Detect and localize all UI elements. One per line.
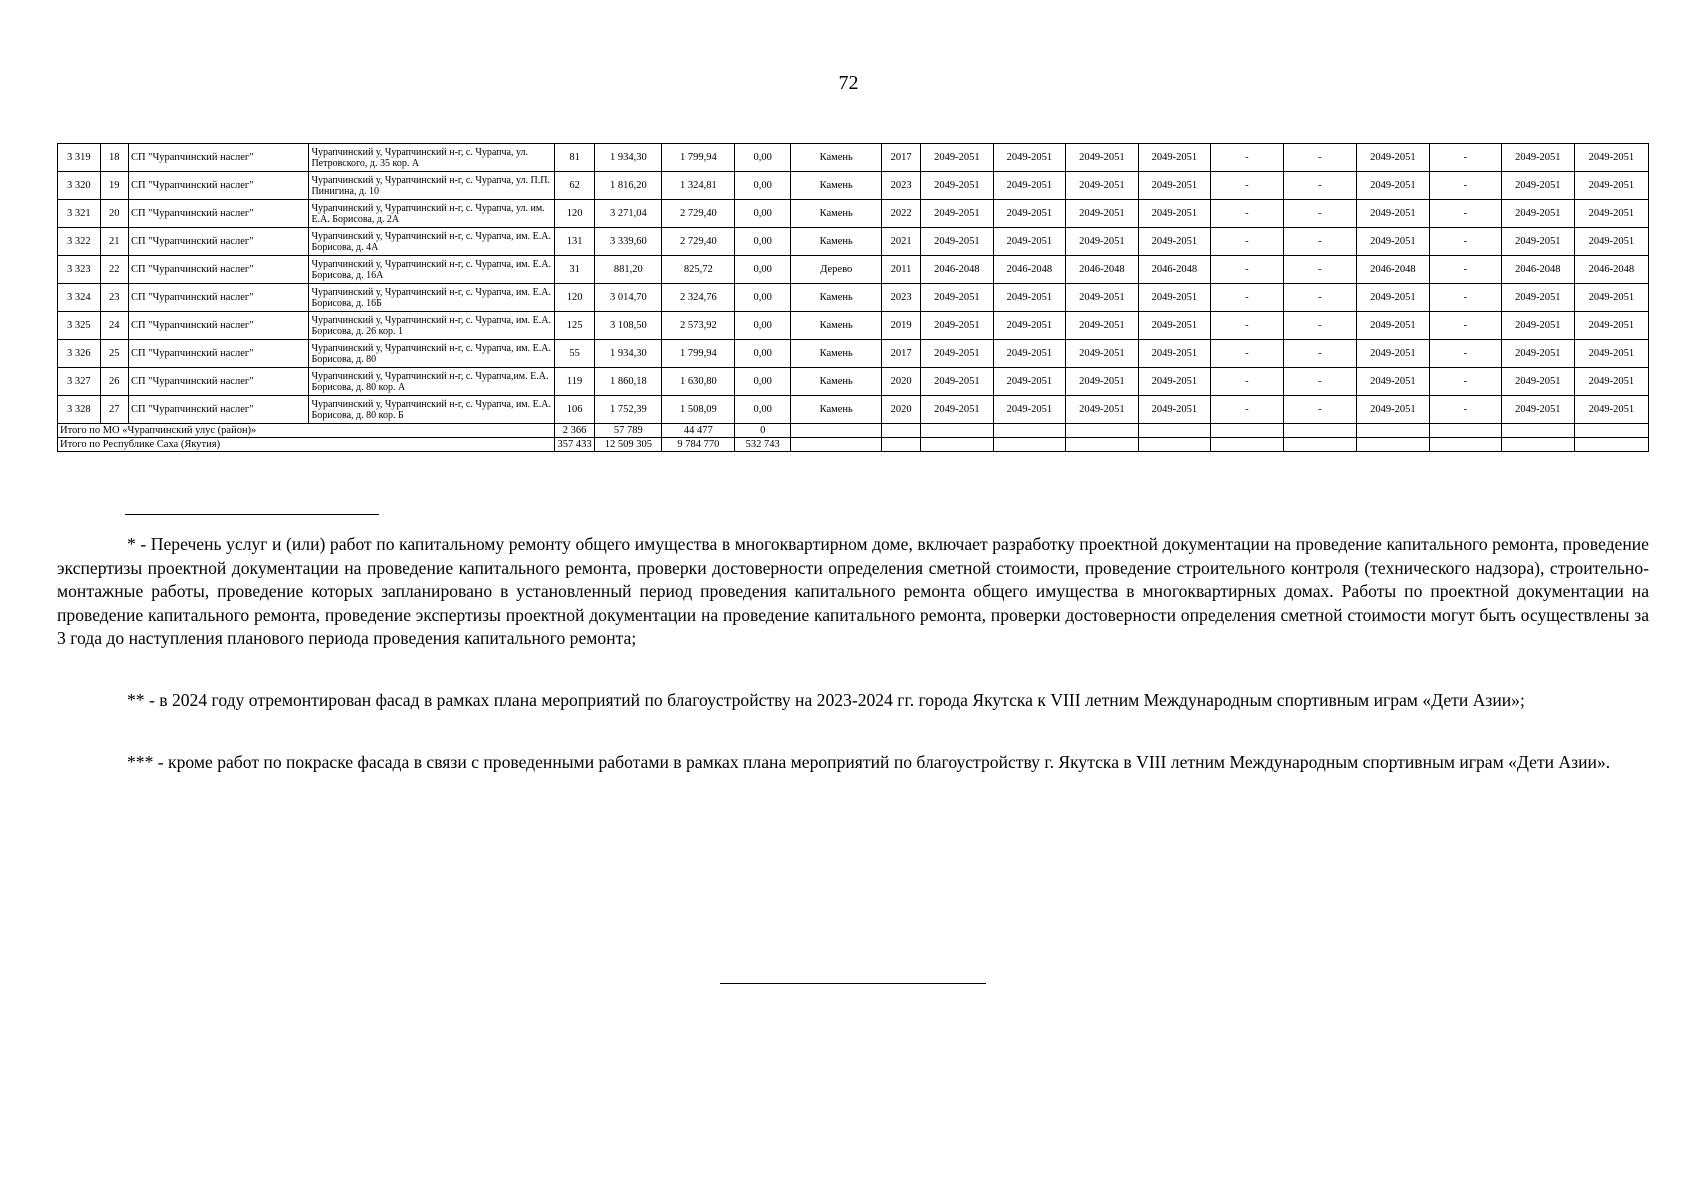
cell-period-2: 2049-2051 [993, 284, 1065, 312]
cell-period-7: 2049-2051 [1356, 144, 1429, 172]
cell-c6: 3 014,70 [595, 284, 662, 312]
cell-c5: 81 [554, 144, 595, 172]
page-number: 72 [838, 72, 859, 94]
cell-c8: 0,00 [735, 284, 791, 312]
cell-wall-material: Камень [791, 228, 882, 256]
totals-empty-cell [1283, 424, 1356, 438]
table-row [58, 228, 1649, 256]
cell-period-8: - [1429, 340, 1501, 368]
cell-period-1: 2046-2048 [920, 256, 993, 284]
cell-wall-material: Камень [791, 144, 882, 172]
cell-address: Чурапчинский у, Чурапчинский н-г, с. Чурапча, ул. П.П. Пинигина, д. 10 [309, 172, 554, 200]
cell-row-index: 26 [100, 368, 128, 396]
totals-c6: 57 789 [595, 424, 662, 438]
cell-period-6: - [1283, 144, 1356, 172]
cell-c8: 0,00 [735, 256, 791, 284]
cell-row-number: 3 326 [58, 340, 101, 368]
cell-row-index: 23 [100, 284, 128, 312]
totals-empty-cell [882, 424, 921, 438]
cell-period-5: - [1210, 284, 1283, 312]
totals-empty-cell [993, 424, 1065, 438]
table-row [58, 340, 1649, 368]
cell-year: 2021 [882, 228, 921, 256]
cell-address: Чурапчинский у, Чурапчинский н-г, с. Чурапча, им. Е.А. Борисова, д. 16Б [309, 284, 554, 312]
table-body [58, 144, 1649, 452]
cell-period-1: 2049-2051 [920, 368, 993, 396]
cell-c6: 1 934,30 [595, 340, 662, 368]
cell-period-6: - [1283, 284, 1356, 312]
totals-empty-cell [1574, 424, 1648, 438]
cell-wall-material: Камень [791, 172, 882, 200]
cell-period-9: 2049-2051 [1501, 228, 1574, 256]
cell-c5: 55 [554, 340, 595, 368]
cell-wall-material: Камень [791, 200, 882, 228]
cell-period-9: 2049-2051 [1501, 396, 1574, 424]
cell-period-5: - [1210, 256, 1283, 284]
cell-period-1: 2049-2051 [920, 144, 993, 172]
cell-wall-material: Камень [791, 396, 882, 424]
cell-period-3: 2049-2051 [1065, 284, 1138, 312]
cell-period-7: 2046-2048 [1356, 256, 1429, 284]
cell-year: 2017 [882, 144, 921, 172]
cell-period-7: 2049-2051 [1356, 228, 1429, 256]
cell-period-6: - [1283, 312, 1356, 340]
cell-period-6: - [1283, 368, 1356, 396]
cell-period-7: 2049-2051 [1356, 200, 1429, 228]
cell-period-8: - [1429, 368, 1501, 396]
cell-period-2: 2049-2051 [993, 228, 1065, 256]
cell-row-index: 18 [100, 144, 128, 172]
cell-period-9: 2049-2051 [1501, 172, 1574, 200]
cell-period-8: - [1429, 312, 1501, 340]
cell-period-8: - [1429, 256, 1501, 284]
cell-period-9: 2049-2051 [1501, 312, 1574, 340]
cell-municipality: СП "Чурапчинский наслег" [128, 284, 308, 312]
cell-period-1: 2049-2051 [920, 312, 993, 340]
cell-period-7: 2049-2051 [1356, 368, 1429, 396]
cell-row-number: 3 327 [58, 368, 101, 396]
cell-period-10: 2049-2051 [1574, 200, 1648, 228]
cell-c6: 1 934,30 [595, 144, 662, 172]
cell-period-3: 2049-2051 [1065, 200, 1138, 228]
cell-c6: 3 339,60 [595, 228, 662, 256]
cell-period-8: - [1429, 284, 1501, 312]
cell-period-4: 2049-2051 [1138, 368, 1210, 396]
cell-c8: 0,00 [735, 228, 791, 256]
totals-empty-cell [1283, 438, 1356, 452]
cell-c5: 62 [554, 172, 595, 200]
cell-period-4: 2049-2051 [1138, 312, 1210, 340]
totals-empty-cell [920, 424, 993, 438]
totals-empty-cell [1574, 438, 1648, 452]
cell-c7: 1 799,94 [662, 340, 735, 368]
cell-row-number: 3 321 [58, 200, 101, 228]
cell-c5: 120 [554, 284, 595, 312]
cell-period-2: 2046-2048 [993, 256, 1065, 284]
totals-c5: 357 433 [554, 438, 595, 452]
totals-empty-cell [1065, 438, 1138, 452]
cell-address: Чурапчинский у, Чурапчинский н-г, с. Чурапча, им. Е.А. Борисова, д. 26 кор. 1 [309, 312, 554, 340]
cell-period-1: 2049-2051 [920, 228, 993, 256]
cell-c8: 0,00 [735, 368, 791, 396]
cell-period-2: 2049-2051 [993, 200, 1065, 228]
cell-period-7: 2049-2051 [1356, 284, 1429, 312]
cell-period-5: - [1210, 396, 1283, 424]
cell-period-2: 2049-2051 [993, 312, 1065, 340]
table-row [58, 200, 1649, 228]
totals-empty-cell [791, 424, 882, 438]
totals-empty-cell [993, 438, 1065, 452]
totals-empty-cell [1138, 438, 1210, 452]
cell-municipality: СП "Чурапчинский наслег" [128, 368, 308, 396]
cell-c6: 1 860,18 [595, 368, 662, 396]
cell-municipality: СП "Чурапчинский наслег" [128, 256, 308, 284]
totals-empty-cell [920, 438, 993, 452]
cell-row-index: 27 [100, 396, 128, 424]
table-row [58, 284, 1649, 312]
cell-c7: 825,72 [662, 256, 735, 284]
cell-municipality: СП "Чурапчинский наслег" [128, 144, 308, 172]
cell-period-6: - [1283, 172, 1356, 200]
cell-period-3: 2049-2051 [1065, 144, 1138, 172]
totals-empty-cell [1356, 438, 1429, 452]
cell-period-1: 2049-2051 [920, 172, 993, 200]
cell-address: Чурапчинский у, Чурапчинский н-г, с. Чурапча, им. Е.А. Борисова, д. 80 кор. Б [309, 396, 554, 424]
cell-wall-material: Камень [791, 284, 882, 312]
table-row [58, 312, 1649, 340]
cell-row-index: 21 [100, 228, 128, 256]
totals-label: Итого по МО «Чурапчинский улус (район)» [58, 424, 555, 438]
cell-period-9: 2049-2051 [1501, 340, 1574, 368]
cell-period-4: 2049-2051 [1138, 144, 1210, 172]
cell-period-10: 2049-2051 [1574, 340, 1648, 368]
totals-c5: 2 366 [554, 424, 595, 438]
cell-period-1: 2049-2051 [920, 200, 993, 228]
cell-period-2: 2049-2051 [993, 368, 1065, 396]
cell-period-4: 2049-2051 [1138, 228, 1210, 256]
cell-period-4: 2049-2051 [1138, 200, 1210, 228]
cell-period-5: - [1210, 368, 1283, 396]
cell-period-8: - [1429, 396, 1501, 424]
cell-wall-material: Дерево [791, 256, 882, 284]
cell-period-10: 2049-2051 [1574, 396, 1648, 424]
cell-period-9: 2049-2051 [1501, 368, 1574, 396]
cell-period-7: 2049-2051 [1356, 312, 1429, 340]
cell-c8: 0,00 [735, 172, 791, 200]
totals-row [58, 438, 1649, 452]
footnote-2: ** - в 2024 году отремонтирован фасад в рамках плана мероприятий по благоустройству на 2023-2024 гг. города Якутска к VIII летним Международным спортивным играм «Дети Азии»; [127, 690, 1525, 710]
totals-empty-cell [882, 438, 921, 452]
cell-period-3: 2049-2051 [1065, 312, 1138, 340]
cell-period-5: - [1210, 200, 1283, 228]
cell-address: Чурапчинский у, Чурапчинский н-г, с. Чурапча,им. Е.А. Борисова, д. 80 кор. А [309, 368, 554, 396]
cell-period-3: 2049-2051 [1065, 172, 1138, 200]
cell-period-1: 2049-2051 [920, 284, 993, 312]
cell-period-2: 2049-2051 [993, 172, 1065, 200]
cell-row-number: 3 324 [58, 284, 101, 312]
cell-row-index: 24 [100, 312, 128, 340]
cell-municipality: СП "Чурапчинский наслег" [128, 396, 308, 424]
cell-period-3: 2049-2051 [1065, 396, 1138, 424]
totals-empty-cell [1429, 424, 1501, 438]
cell-period-4: 2046-2048 [1138, 256, 1210, 284]
cell-period-10: 2046-2048 [1574, 256, 1648, 284]
totals-c8: 532 743 [735, 438, 791, 452]
cell-period-8: - [1429, 144, 1501, 172]
cell-row-number: 3 325 [58, 312, 101, 340]
cell-address: Чурапчинский у, Чурапчинский н-г, с. Чурапча, им. Е.А. Борисова, д. 80 [309, 340, 554, 368]
footnote-separator [125, 514, 379, 515]
cell-c7: 1 799,94 [662, 144, 735, 172]
cell-period-7: 2049-2051 [1356, 340, 1429, 368]
cell-period-4: 2049-2051 [1138, 172, 1210, 200]
table-row [58, 256, 1649, 284]
cell-period-3: 2049-2051 [1065, 228, 1138, 256]
totals-c8: 0 [735, 424, 791, 438]
cell-c6: 881,20 [595, 256, 662, 284]
cell-period-3: 2046-2048 [1065, 256, 1138, 284]
cell-c8: 0,00 [735, 200, 791, 228]
cell-row-number: 3 323 [58, 256, 101, 284]
cell-year: 2022 [882, 200, 921, 228]
totals-c7: 9 784 770 [662, 438, 735, 452]
cell-c5: 119 [554, 368, 595, 396]
cell-period-6: - [1283, 396, 1356, 424]
totals-c6: 12 509 305 [595, 438, 662, 452]
cell-period-9: 2049-2051 [1501, 144, 1574, 172]
totals-empty-cell [1429, 438, 1501, 452]
cell-c8: 0,00 [735, 340, 791, 368]
footnote-3: *** - кроме работ по покраске фасада в связи с проведенными работами в рамках плана мероприятий по благоустройству г. Якутска в VIII летним Международным спортивным играм «Дети Азии». [127, 752, 1611, 772]
cell-wall-material: Камень [791, 340, 882, 368]
cell-row-number: 3 320 [58, 172, 101, 200]
cell-wall-material: Камень [791, 312, 882, 340]
cell-municipality: СП "Чурапчинский наслег" [128, 312, 308, 340]
cell-row-number: 3 319 [58, 144, 101, 172]
cell-period-9: 2049-2051 [1501, 284, 1574, 312]
cell-row-number: 3 328 [58, 396, 101, 424]
cell-municipality: СП "Чурапчинский наслег" [128, 200, 308, 228]
cell-row-number: 3 322 [58, 228, 101, 256]
cell-period-4: 2049-2051 [1138, 340, 1210, 368]
cell-c5: 131 [554, 228, 595, 256]
cell-c8: 0,00 [735, 312, 791, 340]
totals-empty-cell [1065, 424, 1138, 438]
cell-period-2: 2049-2051 [993, 396, 1065, 424]
cell-year: 2023 [882, 284, 921, 312]
cell-period-9: 2049-2051 [1501, 200, 1574, 228]
totals-empty-cell [1210, 438, 1283, 452]
cell-c7: 2 573,92 [662, 312, 735, 340]
cell-address: Чурапчинский у, Чурапчинский н-г, с. Чурапча, им. Е.А. Борисова, д. 4А [309, 228, 554, 256]
totals-c7: 44 477 [662, 424, 735, 438]
cell-c8: 0,00 [735, 396, 791, 424]
cell-period-2: 2049-2051 [993, 340, 1065, 368]
cell-row-index: 25 [100, 340, 128, 368]
cell-year: 2020 [882, 396, 921, 424]
cell-period-7: 2049-2051 [1356, 396, 1429, 424]
cell-year: 2017 [882, 340, 921, 368]
cell-c5: 106 [554, 396, 595, 424]
cell-c7: 1 630,80 [662, 368, 735, 396]
cell-address: Чурапчинский у, Чурапчинский н-г, с. Чурапча, им. Е.А. Борисова, д. 16А [309, 256, 554, 284]
cell-address: Чурапчинский у, Чурапчинский н-г, с. Чурапча, ул. им. Е.А. Борисова, д. 2А [309, 200, 554, 228]
cell-period-2: 2049-2051 [993, 144, 1065, 172]
totals-empty-cell [1356, 424, 1429, 438]
footnote-1: * - Перечень услуг и (или) работ по капитальному ремонту общего имущества в многоквартирном доме, включает разработку проектной документации на проведение капитального ремонта, проведение экспертизы проектной документации на проведение капитального ремонта, проверки достоверности определения сметной стоимости, проведение строительного контроля (технического надзора), строительно-монтажные работы, проведение которых запланировано в установленный период проведения капитального ремонта общего имущества в многоквартирных домах. Работы по проектной документации на проведение капитального ремонта, проведение экспертизы проектной документации на проведение капитального ремонта, проверки достоверности определения сметной стоимости могут быть осуществлены за 3 года до наступления планового периода проведения капитального ремонта; [57, 534, 1649, 648]
totals-empty-cell [1501, 424, 1574, 438]
end-of-page-rule [720, 983, 986, 984]
cell-year: 2011 [882, 256, 921, 284]
cell-municipality: СП "Чурапчинский наслег" [128, 228, 308, 256]
cell-row-index: 22 [100, 256, 128, 284]
cell-c6: 3 271,04 [595, 200, 662, 228]
cell-c6: 1 752,39 [595, 396, 662, 424]
cell-c7: 1 324,81 [662, 172, 735, 200]
cell-period-1: 2049-2051 [920, 340, 993, 368]
cell-period-8: - [1429, 228, 1501, 256]
cell-period-3: 2049-2051 [1065, 340, 1138, 368]
cell-period-10: 2049-2051 [1574, 228, 1648, 256]
cell-period-1: 2049-2051 [920, 396, 993, 424]
cell-row-index: 20 [100, 200, 128, 228]
cell-municipality: СП "Чурапчинский наслег" [128, 340, 308, 368]
cell-c5: 31 [554, 256, 595, 284]
table-row [58, 144, 1649, 172]
cell-c5: 120 [554, 200, 595, 228]
cell-period-8: - [1429, 172, 1501, 200]
cell-period-6: - [1283, 200, 1356, 228]
cell-wall-material: Камень [791, 368, 882, 396]
cell-period-4: 2049-2051 [1138, 284, 1210, 312]
cell-period-10: 2049-2051 [1574, 312, 1648, 340]
cell-period-6: - [1283, 256, 1356, 284]
totals-empty-cell [1138, 424, 1210, 438]
cell-period-3: 2049-2051 [1065, 368, 1138, 396]
cell-period-5: - [1210, 228, 1283, 256]
totals-row [58, 424, 1649, 438]
cell-period-10: 2049-2051 [1574, 144, 1648, 172]
capital-repair-schedule-table [57, 143, 1649, 452]
cell-period-4: 2049-2051 [1138, 396, 1210, 424]
cell-period-5: - [1210, 340, 1283, 368]
cell-c5: 125 [554, 312, 595, 340]
table-row [58, 368, 1649, 396]
cell-year: 2019 [882, 312, 921, 340]
cell-c6: 1 816,20 [595, 172, 662, 200]
cell-period-6: - [1283, 228, 1356, 256]
cell-period-9: 2046-2048 [1501, 256, 1574, 284]
cell-period-8: - [1429, 200, 1501, 228]
cell-c7: 2 729,40 [662, 200, 735, 228]
cell-c7: 2 324,76 [662, 284, 735, 312]
cell-period-10: 2049-2051 [1574, 284, 1648, 312]
cell-period-5: - [1210, 144, 1283, 172]
cell-c7: 1 508,09 [662, 396, 735, 424]
cell-period-10: 2049-2051 [1574, 172, 1648, 200]
cell-period-10: 2049-2051 [1574, 368, 1648, 396]
cell-period-6: - [1283, 340, 1356, 368]
cell-period-7: 2049-2051 [1356, 172, 1429, 200]
cell-year: 2020 [882, 368, 921, 396]
cell-c7: 2 729,40 [662, 228, 735, 256]
cell-address: Чурапчинский у, Чурапчинский н-г, с. Чурапча, ул. Петровского, д. 35 кор. А [309, 144, 554, 172]
cell-municipality: СП "Чурапчинский наслег" [128, 172, 308, 200]
cell-year: 2023 [882, 172, 921, 200]
totals-empty-cell [1210, 424, 1283, 438]
cell-c6: 3 108,50 [595, 312, 662, 340]
cell-period-5: - [1210, 172, 1283, 200]
cell-row-index: 19 [100, 172, 128, 200]
table-row [58, 172, 1649, 200]
totals-empty-cell [1501, 438, 1574, 452]
cell-c8: 0,00 [735, 144, 791, 172]
totals-label: Итого по Республике Саха (Якутия) [58, 438, 555, 452]
cell-period-5: - [1210, 312, 1283, 340]
table-row [58, 396, 1649, 424]
totals-empty-cell [791, 438, 882, 452]
